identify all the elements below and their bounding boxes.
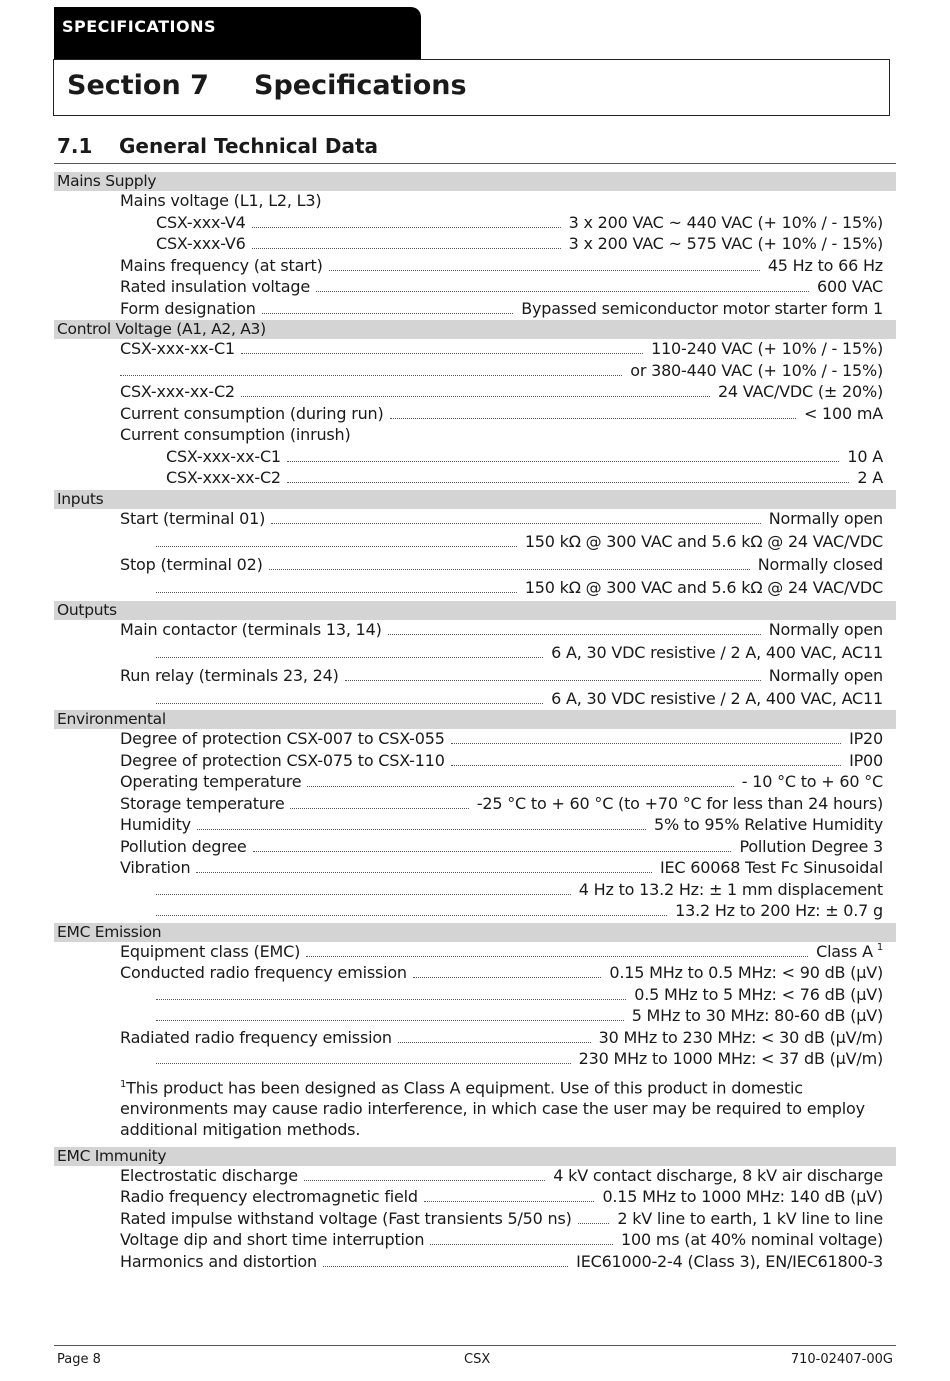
subsection-title: General Technical Data [119,134,379,158]
spec-value-text: 24 VAC/VDC (± 20%) [717,382,883,401]
section-title-box [53,59,890,116]
footer-page: Page 8 [57,1352,101,1367]
spec-value-text: 3 x 200 VAC ~ 440 VAC (+ 10% / - 15%) [568,212,883,232]
dot-leader [156,893,571,895]
spec-row [54,509,896,532]
spec-row [54,555,896,578]
dot-leader [287,481,849,483]
spec-value-text: or 380-440 VAC (+ 10% / - 15%) [630,360,883,380]
dot-leader [430,1243,613,1245]
dot-leader [287,460,839,462]
spec-value [817,277,883,296]
spec-value [477,794,883,813]
spec-value [816,942,883,961]
dot-leader [316,290,809,292]
spec-value [579,1049,883,1068]
spec-row [54,985,896,1007]
footnote-number: 1 [120,1078,127,1090]
spec-row [54,689,896,711]
spec-value-text: Pollution Degree 3 [739,836,883,856]
spec-value-text: 230 MHz to 1000 MHz: < 37 dB (μV/m) [578,1049,883,1068]
spec-label: Current consumption (inrush) [120,425,351,444]
dot-leader [196,871,652,873]
spec-value-text: 4 kV contact discharge, 8 kV air discharge [553,1165,883,1185]
footnote-text: This product has been designed as Class A equipment. Use of this product in domestic environments may cause radio interference, in which case the user may be required to employ additional mitigation methods. [120,1077,865,1139]
spec-label: Radio frequency electromagnetic field [120,1187,418,1207]
spec-row [54,578,896,601]
spec-label: Operating temperature [120,772,302,791]
spec-value [660,858,883,877]
spec-label: Radiated radio frequency emission [120,1027,392,1047]
dot-leader [252,226,561,228]
spec-value-text: IP20 [849,729,883,748]
spec-label: Storage temperature [120,793,285,813]
spec-value-text: IEC 60068 Test Fc Sinusoidal [659,858,883,877]
spec-row [54,880,896,902]
spec-row [54,339,896,361]
spec-value-text: Class A [816,941,873,961]
spec-value-text: 10 A [847,446,883,466]
spec-row [54,1230,896,1252]
spec-value-text: 600 VAC [817,277,883,296]
spec-value-text: < 100 mA [803,403,883,423]
spec-row [54,837,896,859]
dot-leader [156,545,517,547]
spec-value [525,532,883,551]
spec-row [54,213,896,235]
group-header: Inputs [54,490,896,509]
dot-leader [345,679,761,681]
spec-row [54,234,896,256]
dot-leader [271,522,761,524]
dot-leader [451,742,841,744]
spec-row [54,1252,896,1274]
spec-value [551,689,883,708]
spec-value [849,729,883,748]
dot-leader [306,955,808,957]
spec-row [54,858,896,880]
group-header: Environmental [54,710,896,729]
spec-value [769,509,883,528]
section-title: Specifications [254,70,467,101]
spec-row [54,666,896,689]
spec-value [634,985,883,1004]
dot-leader [390,417,796,419]
spec-label: Degree of protection CSX-007 to CSX-055 [120,729,445,748]
group-header: EMC Immunity [54,1147,896,1166]
spec-label: CSX-xxx-xx-C2 [120,382,235,401]
dot-leader [388,633,761,635]
spec-row [54,815,896,837]
spec-row [54,361,896,383]
group-header: Control Voltage (A1, A2, A3) [54,320,896,339]
spec-row [54,772,896,794]
subsection-number: 7.1 [57,134,93,158]
spec-value [602,1187,883,1206]
spec-label: Rated insulation voltage [120,277,310,296]
spec-row [54,277,896,299]
spec-label: CSX-xxx-V4 [156,212,246,232]
dot-leader [262,312,513,314]
spec-row [54,1028,896,1050]
spec-value-text: 6 A, 30 VDC resistive / 2 A, 400 VAC, AC11 [551,688,883,708]
spec-row [54,643,896,666]
spec-label: CSX-xxx-xx-C2 [166,468,281,487]
spec-row [54,1006,896,1028]
dot-leader [156,591,517,593]
spec-label: CSX-xxx-V6 [156,234,246,253]
dot-leader [241,352,643,354]
spec-value [630,361,883,380]
spec-value [849,751,883,770]
spec-value [769,620,883,639]
spec-row [54,382,896,404]
spec-row [54,901,896,923]
spec-label: Rated impulse withstand voltage (Fast transients 5/50 ns) [120,1208,572,1228]
spec-value-text: 6 A, 30 VDC resistive / 2 A, 400 VAC, AC11 [551,642,883,662]
spec-value [739,837,883,856]
dot-leader [197,828,646,830]
spec-value-text: 110-240 VAC (+ 10% / - 15%) [651,339,883,358]
dot-leader [120,374,622,376]
spec-row [54,729,896,751]
dot-leader [578,1222,610,1224]
spec-value [651,339,883,358]
spec-label: Form designation [120,298,256,318]
spec-value-text: -25 °C to + 60 °C (to +70 °C for less than 24 hours) [476,793,883,813]
spec-label: Harmonics and distortion [120,1251,317,1271]
spec-row [54,1187,896,1209]
dot-leader [398,1041,591,1043]
spec-label: CSX-xxx-xx-C1 [120,339,235,358]
dot-leader [269,568,750,570]
spec-row [54,620,896,643]
dot-leader [156,998,626,1000]
spec-value-text: 4 Hz to 13.2 Hz: ± 1 mm displacement [578,879,883,899]
dot-leader [156,1062,571,1064]
group-header: EMC Emission [54,923,896,942]
spec-value [599,1028,883,1047]
spec-value-text: IP00 [849,750,883,770]
spec-value [621,1230,883,1249]
spec-value-text: 5 MHz to 30 MHz: 80-60 dB (μV) [631,1006,883,1025]
spec-row [54,404,896,426]
spec-row [54,256,896,278]
dot-leader [241,395,710,397]
footer-doc-number: 710-02407-00G [790,1352,893,1367]
spec-value [718,382,883,401]
spec-value [576,1252,883,1271]
spec-label: Conducted radio frequency emission [120,963,407,982]
group-header: Mains Supply [54,172,896,191]
subsection-heading [57,134,378,158]
spec-value-text: 2 kV line to earth, 1 kV line to line [617,1208,883,1228]
dot-leader [307,785,733,787]
spec-value [579,880,883,899]
spec-value-text: 150 kΩ @ 300 VAC and 5.6 kΩ @ 24 VAC/VDC [524,531,883,551]
footer-product: CSX [464,1352,491,1367]
spec-row [54,751,896,773]
spec-value-text: Bypassed semiconductor motor starter form 1 [521,298,883,318]
spec-row [54,1209,896,1231]
spec-label: Mains voltage (L1, L2, L3) [120,191,322,210]
spec-row [54,468,896,490]
spec-value-text: 45 Hz to 66 Hz [767,255,883,275]
dot-leader [156,914,667,916]
spec-label: Start (terminal 01) [120,508,266,528]
spec-label: Vibration [120,858,191,877]
spec-value [525,578,883,597]
dot-leader [323,1265,568,1267]
dot-leader [156,1019,624,1021]
dot-leader [290,807,468,809]
spec-value [768,256,883,275]
spec-value [553,1166,883,1185]
footnote-marker: 1 [876,942,883,954]
spec-label: Pollution degree [120,836,247,856]
spec-value [742,772,883,791]
spec-row [54,447,896,469]
spec-value-text: Normally open [768,508,883,528]
dot-leader [253,850,732,852]
spec-value-text: 2 A [857,468,883,487]
spec-label: Voltage dip and short time interruption [120,1230,425,1250]
spec-value [654,815,883,834]
spec-label: Humidity [120,815,191,834]
group-header: Outputs [54,601,896,620]
spec-value-text: 0.5 MHz to 5 MHz: < 76 dB (μV) [634,984,883,1004]
spec-value-text: - 10 °C to + 60 °C [741,772,883,791]
spec-row [54,942,896,964]
section-tab: SPECIFICATIONS [54,7,421,60]
spec-value-text: Normally open [768,619,883,639]
spec-label: Degree of protection CSX-075 to CSX-110 [120,750,445,770]
spec-value [617,1209,883,1228]
spec-value-text: 0.15 MHz to 0.5 MHz: < 90 dB (μV) [609,963,883,982]
spec-label: Equipment class (EMC) [120,941,301,961]
spec-value [569,234,883,253]
spec-value-text: 13.2 Hz to 200 Hz: ± 0.7 g [675,901,883,920]
spec-label: Electrostatic discharge [120,1165,298,1185]
spec-value-text: IEC61000-2-4 (Class 3), EN/IEC61800-3 [576,1251,883,1271]
spec-row [54,299,896,321]
spec-value-text: 30 MHz to 230 MHz: < 30 dB (μV/m) [598,1027,883,1047]
spec-label: CSX-xxx-xx-C1 [166,446,281,466]
spec-value-text: 0.15 MHz to 1000 MHz: 140 dB (μV) [602,1187,883,1207]
spec-value-text: 150 kΩ @ 300 VAC and 5.6 kΩ @ 24 VAC/VDC [524,577,883,597]
spec-table [54,172,896,1273]
dot-leader [252,247,561,249]
dot-leader [156,656,543,658]
spec-label: Current consumption (during run) [120,403,384,423]
spec-label: Stop (terminal 02) [120,554,263,574]
dot-leader [424,1200,595,1202]
spec-row [54,794,896,816]
spec-value-text: 5% to 95% Relative Humidity [653,815,883,834]
section-number: Section 7 [67,70,209,101]
spec-label: Mains frequency (at start) [120,255,323,275]
spec-value [804,404,883,423]
dot-leader [413,976,602,978]
spec-value [609,963,883,982]
spec-value [632,1006,883,1025]
spec-value [769,666,883,685]
spec-value-text: 3 x 200 VAC ~ 575 VAC (+ 10% / - 15%) [568,234,883,253]
spec-label: Run relay (terminals 23, 24) [120,665,339,685]
footer-rule [54,1345,896,1346]
dot-leader [451,764,841,766]
spec-value [758,555,883,574]
spec-value-text: Normally closed [757,554,883,574]
spec-value [857,468,883,487]
spec-row [54,1049,896,1071]
subsection-rule [54,163,896,164]
spec-value [521,299,883,318]
spec-row [54,425,896,447]
spec-label: Main contactor (terminals 13, 14) [120,619,382,639]
footnote [54,1074,896,1140]
spec-value [551,643,883,662]
dot-leader [304,1179,545,1181]
dot-leader [156,702,543,704]
spec-value-text: 100 ms (at 40% nominal voltage) [621,1230,883,1250]
spec-value [847,447,883,466]
dot-leader [329,269,760,271]
spec-value [675,901,883,920]
spec-value-text: Normally open [768,665,883,685]
spec-value [569,213,883,232]
spec-row [54,191,896,213]
spec-row [54,1166,896,1188]
spec-row [54,963,896,985]
spec-row [54,532,896,555]
